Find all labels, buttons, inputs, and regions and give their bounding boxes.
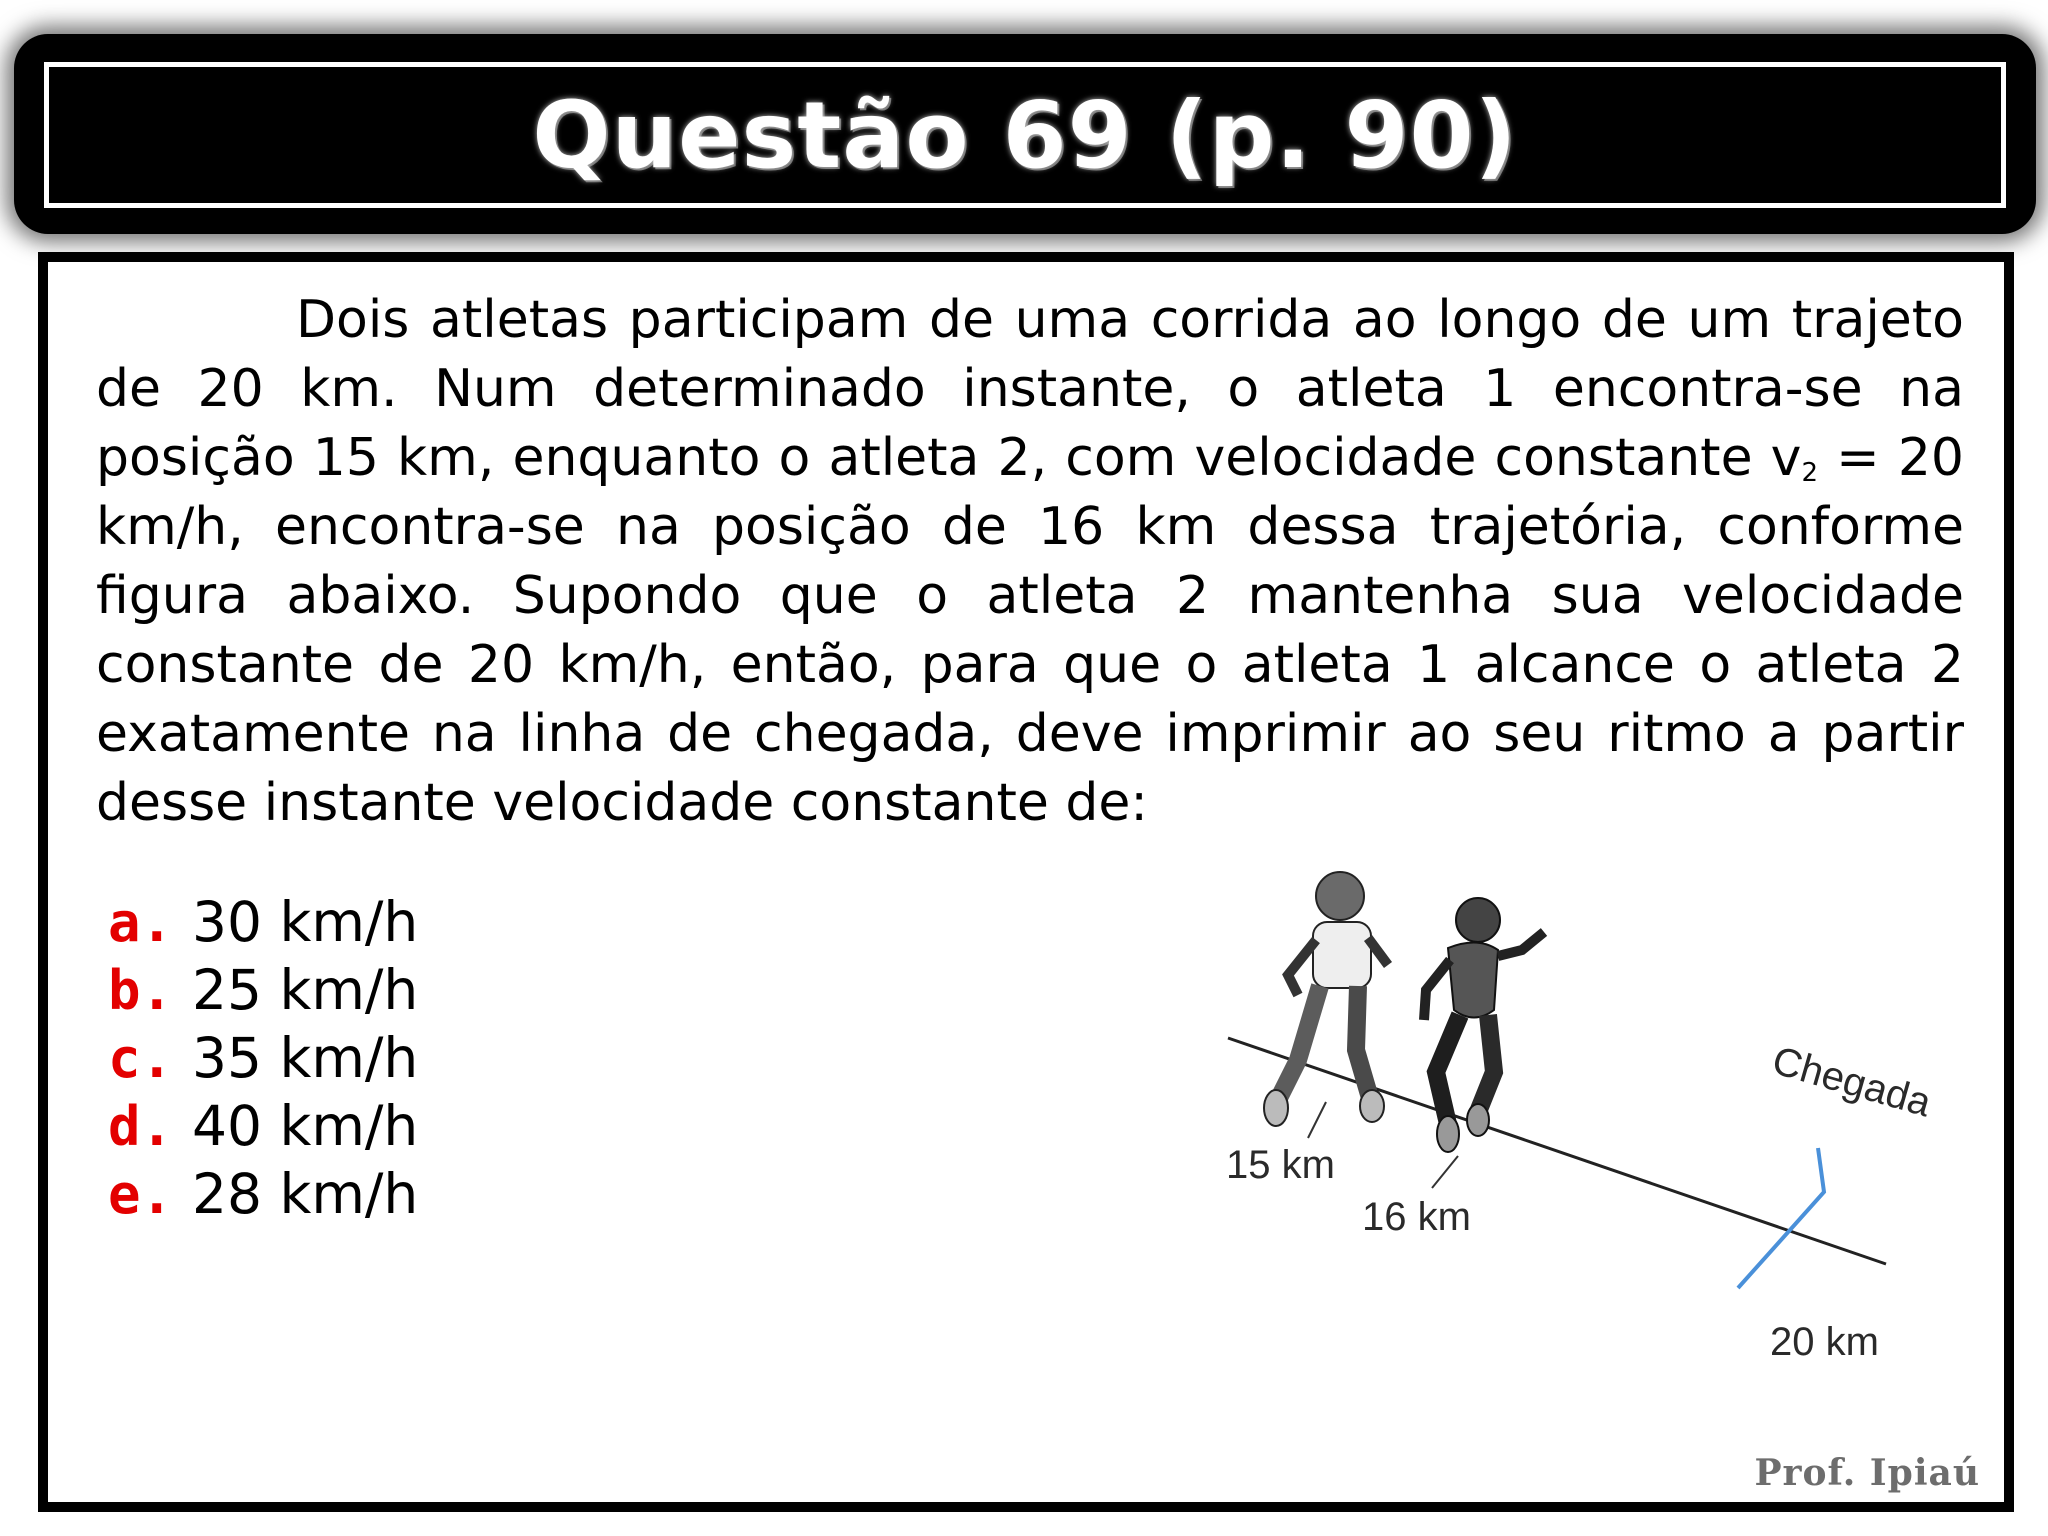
race-diagram [1148,810,1968,1370]
label-16-km: 16 km [1362,1195,1471,1239]
option-a[interactable] [108,888,418,956]
label-20-km: 20 km [1770,1320,1879,1364]
marker-15-tick [1308,1102,1326,1138]
question-statement [96,286,1964,838]
finish-label: Chegada [1767,1038,1936,1126]
page-title: Questão 69 (p. 90) [532,81,1518,189]
author-signature: Prof. Ipiaú [1754,1452,1980,1494]
statement-text-end: = 20 km/h, encontra-se na posição de 16 km dessa trajetória, conforme figura abaixo. Supondo que o atleta 2 mantenha sua velocidade constante de 20 km/h, então, para que o atleta 1 alcance o atleta 2 exatamente na linha de chegada, deve imprimir ao seu ritmo a partir desse instante velocidade constante de: [96,428,1964,833]
content-box [38,252,2014,1512]
option-value: 25 km/h [192,958,419,1022]
option-letter: c. [108,1027,174,1090]
option-letter: d. [108,1095,174,1158]
option-value: 40 km/h [192,1094,419,1158]
option-letter: a. [108,891,174,954]
marker-16-tick [1432,1156,1458,1188]
race-figure [1148,810,1968,1370]
velocity-subscript: 2 [1801,458,1819,488]
option-value: 28 km/h [192,1162,419,1226]
title-bar [44,62,2006,208]
option-value: 30 km/h [192,890,419,954]
option-c[interactable] [108,1024,418,1092]
runner-1-figure [1264,872,1388,1126]
option-letter: b. [108,959,174,1022]
statement-text-start: Dois atletas participam de uma corrida ao longo de um trajeto de 20 km. Num determinado instante, o atleta 1 encontra-se na posição 15 km, enquanto o atleta 2, com velocidade constante v [96,290,1964,488]
option-e[interactable] [108,1160,418,1228]
runner-2-figure [1424,898,1544,1152]
option-b[interactable] [108,956,418,1024]
option-d[interactable] [108,1092,418,1160]
option-letter: e. [108,1163,174,1226]
option-value: 35 km/h [192,1026,419,1090]
label-15-km: 15 km [1226,1143,1335,1187]
answer-options [108,888,418,1228]
